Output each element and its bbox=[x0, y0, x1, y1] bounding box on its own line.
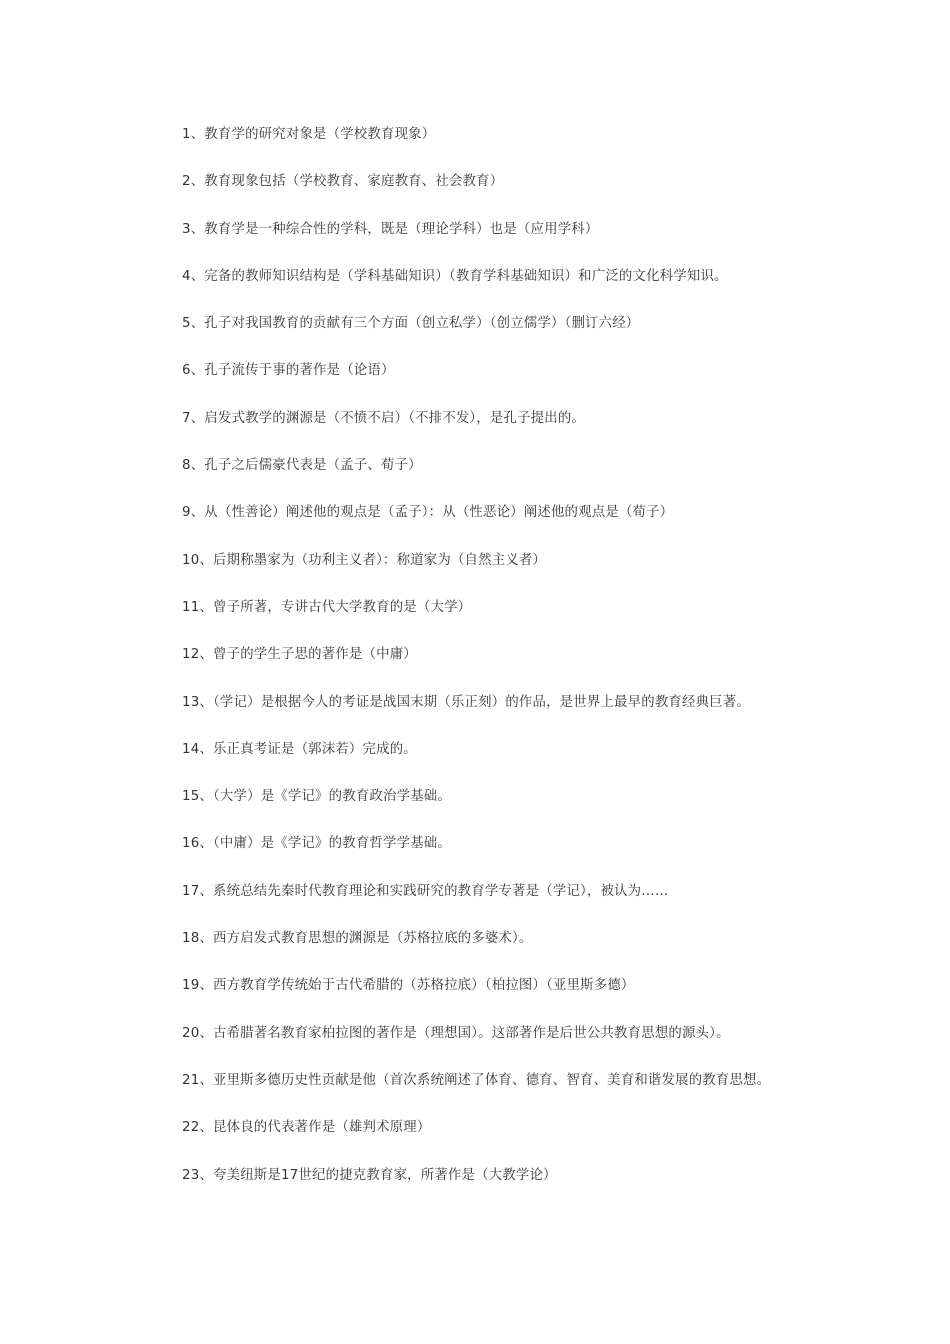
list-item: 11、曾子所著，专讲古代大学教育的是（大学） bbox=[182, 599, 472, 615]
list-item: 22、昆体良的代表著作是（雄判术原理） bbox=[182, 1120, 431, 1136]
list-item: 15、（大学）是《学记》的教育政治学基础。 bbox=[182, 789, 451, 805]
list-item: 9、从（性善论）阐述他的观点是（孟子）：从（性恶论）阐述他的观点是（荀子） bbox=[182, 505, 674, 521]
list-item: 6、孔子流传于事的著作是（论语） bbox=[182, 363, 395, 379]
list-item: 16、（中庸）是《学记》的教育哲学学基础。 bbox=[182, 836, 451, 852]
list-item: 21、亚里斯多德历史性贡献是他（首次系统阐述了体育、德育、智育、美育和谐发展的教育思想。 bbox=[182, 1072, 771, 1088]
list-item: 19、西方教育学传统始于古代希腊的（苏格拉底）（柏拉图）（亚里斯多德） bbox=[182, 978, 635, 994]
list-item: 8、孔子之后儒豪代表是（孟子、荀子） bbox=[182, 458, 422, 474]
list-item: 23、夸美纽斯是17世纪的捷克教育家，所著作是（大教学论） bbox=[182, 1167, 557, 1183]
list-item: 5、孔子对我国教育的贡献有三个方面（创立私学）（创立儒学）（删订六经） bbox=[182, 316, 640, 332]
list-item: 3、教育学是一种综合性的学科，既是（理论学科）也是（应用学科） bbox=[182, 221, 599, 237]
list-item: 20、古希腊著名教育家柏拉图的著作是（理想国）。这部著作是后世公共教育思想的源头）。 bbox=[182, 1025, 730, 1041]
list-item: 7、启发式教学的渊源是（不愤不启）（不排不发），是孔子提出的。 bbox=[182, 410, 586, 426]
list-item: 13、（学记）是根据今人的考证是战国末期（乐正刻）的作品，是世界上最早的教育经典巨著。 bbox=[182, 694, 750, 710]
list-item: 1、教育学的研究对象是（学校教育现象） bbox=[182, 127, 436, 142]
list-item: 2、教育现象包括（学校教育、家庭教育、社会教育） bbox=[182, 174, 504, 190]
list-item: 14、乐正真考证是（郭沫若）完成的。 bbox=[182, 741, 417, 757]
list-item: 12、曾子的学生子思的著作是（中庸） bbox=[182, 647, 417, 663]
list-item: 4、完备的教师知识结构是（学科基础知识）（教育学科基础知识）和广泛的文化科学知识。 bbox=[182, 268, 728, 284]
list-item: 10、后期称墨家为（功利主义者）：称道家为（自然主义者） bbox=[182, 552, 547, 568]
list-item: 17、系统总结先秦时代教育理论和实践研究的教育学专著是（学记），被认为…… bbox=[182, 883, 669, 899]
question-list bbox=[182, 124, 922, 1212]
list-item: 18、西方启发式教育思想的渊源是（苏格拉底的多婆术）。 bbox=[182, 931, 533, 947]
